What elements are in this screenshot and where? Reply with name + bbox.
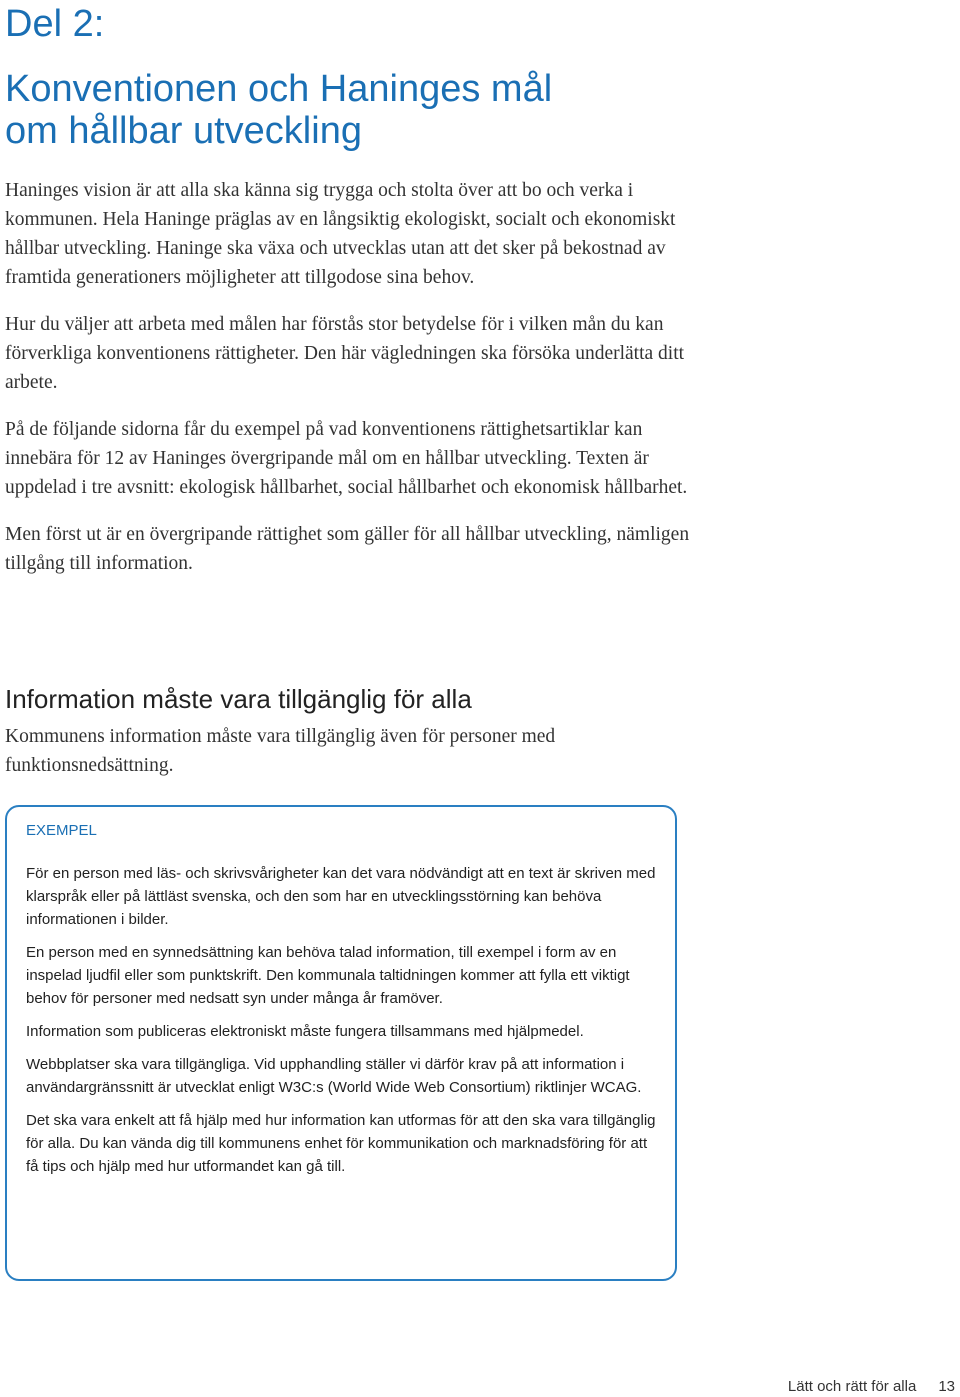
example-box bbox=[5, 805, 677, 1281]
page-title-line-2: om hållbar utveckling bbox=[5, 110, 362, 152]
example-paragraph-4: Webbplatser ska vara tillgängliga. Vid upphandling ställer vi därför krav på att information i användargränssnitt är utvecklat enligt W3C:s (World Wide Web Consortium) riktlinjer WCAG. bbox=[26, 1056, 642, 1096]
intro-text bbox=[5, 176, 705, 596]
section-heading: Information måste vara tillgänglig för alla bbox=[5, 684, 472, 714]
intro-paragraph-1: Haninges vision är att alla ska känna sig trygga och stolta över att bo och verka i kommunen. Hela Haninge präglas av en långsiktig ekologiskt, socialt och ekonomiskt hållbar utveckling. Haninge ska växa och utvecklas utan att det sker på bekostnad av framtida generationers möjligheter att tillgodose sina behov. bbox=[5, 180, 676, 288]
page-title-line-1: Konventionen och Haninges mål bbox=[5, 68, 553, 110]
page-title bbox=[5, 68, 905, 152]
intro-paragraph-2: Hur du väljer att arbeta med målen har förstås stor betydelse för i vilken mån du kan förverkliga konventionens rättigheter. Den här vägledningen ska försöka underlätta ditt arbete. bbox=[5, 314, 685, 393]
page-number: 13 bbox=[938, 1378, 955, 1395]
example-paragraph-2: En person med en synnedsättning kan behöva talad information, till exempel i form av en inspelad ljudfil eller som punktskrift. Den kommunala taltidningen kommer att fylla ett viktigt behov för personer med nedsatt syn under många år framöver. bbox=[26, 944, 630, 1007]
part-label: Del 2: bbox=[5, 3, 105, 45]
example-paragraph-3: Information som publiceras elektroniskt måste fungera tillsammans med hjälpmedel. bbox=[26, 1023, 584, 1040]
page-footer bbox=[788, 1377, 955, 1397]
example-paragraph-1: För en person med läs- och skrivsvårigheter kan det vara nödvändigt att en text är skriven med klarspråk eller på lättläst svenska, och den som har en utvecklingsstörning kan behöva informationen i bilder. bbox=[26, 865, 656, 928]
section-body: Kommunens information måste vara tillgänglig även för personer med funktionsnedsättning. bbox=[5, 726, 556, 776]
intro-paragraph-3: På de följande sidorna får du exempel på vad konventionens rättighetsartiklar kan innebära för 12 av Haninges övergripande mål om en hållbar utveckling. Texten är uppdelad i tre avsnitt: ekologisk hållbarhet, social hållbarhet och ekonomisk hållbarhet. bbox=[5, 419, 688, 498]
footer-publication-title: Lätt och rätt för alla bbox=[787, 1378, 917, 1395]
intro-paragraph-4: Men först ut är en övergripande rättighet som gäller för all hållbar utveckling, nämligen tillgång till information. bbox=[5, 524, 690, 574]
example-label: EXEMPEL bbox=[26, 822, 97, 839]
example-paragraph-5: Det ska vara enkelt att få hjälp med hur information kan utformas för att den ska vara tillgänglig för alla. Du kan vända dig till kommunens enhet för kommunikation och marknadsföring för att få tips och hjälp med hur utformandet kan gå till. bbox=[26, 1112, 656, 1175]
